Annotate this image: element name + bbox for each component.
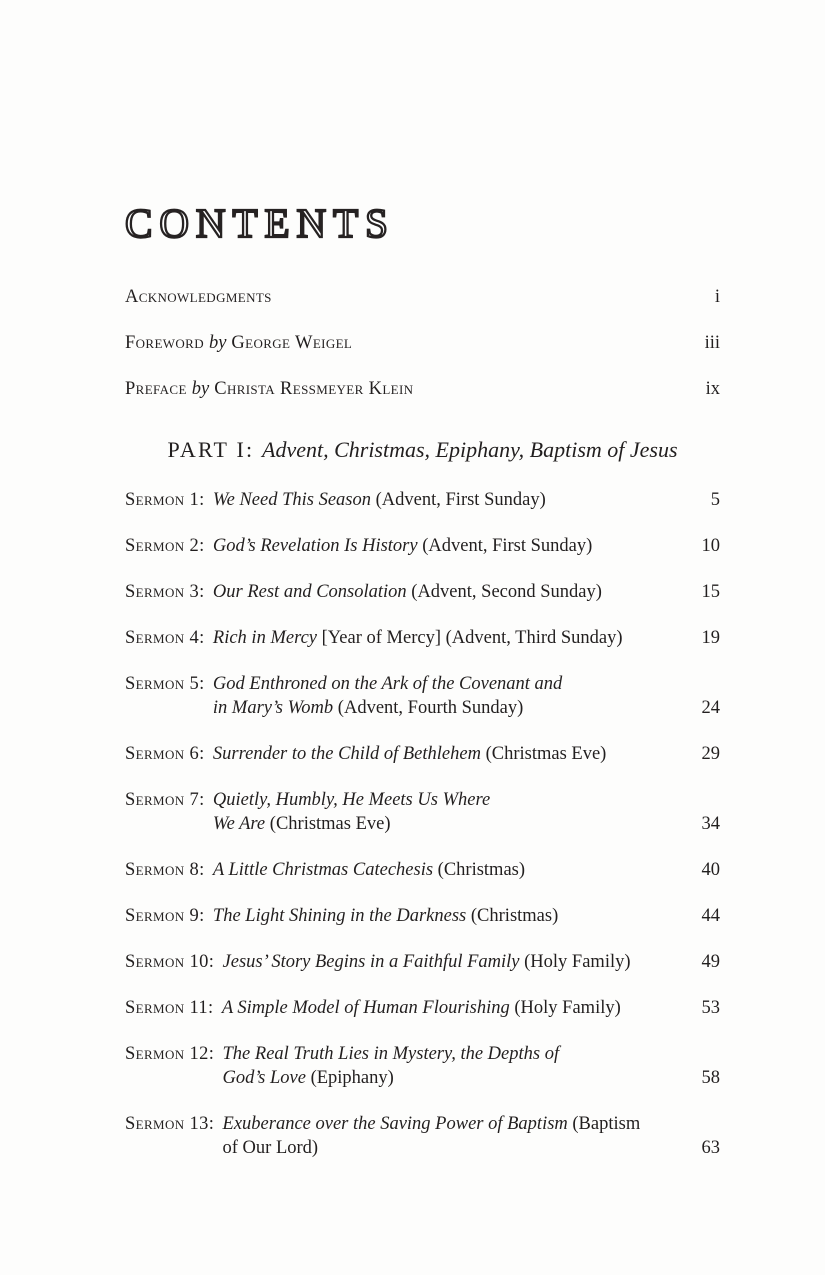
text-segment: (Advent, First Sunday) <box>422 536 593 556</box>
toc-entry-text <box>213 534 684 558</box>
text-segment: (Advent, Second Sunday) <box>411 582 602 602</box>
text-segment: George Weigel <box>226 333 353 353</box>
toc-entry <box>125 580 720 604</box>
text-segment: Preface <box>125 379 192 399</box>
toc-entry-line <box>223 1042 684 1066</box>
toc-entry <box>125 488 720 512</box>
toc-entry <box>125 996 720 1020</box>
text-segment: We Need This Season <box>212 490 376 510</box>
toc-entry-line <box>213 858 684 882</box>
toc-entry-text <box>223 1042 684 1090</box>
toc-entry-line <box>223 1066 684 1090</box>
toc-entry-line <box>125 436 720 464</box>
toc-entry-label: Sermon 11: <box>125 998 214 1018</box>
toc-entry <box>125 950 720 974</box>
toc-entry-page: 10 <box>701 536 720 556</box>
text-segment: Our Rest and Consolation <box>212 582 412 602</box>
toc-entry-page: 29 <box>701 744 720 764</box>
toc-entry <box>125 1112 720 1160</box>
toc-entry-text <box>222 996 684 1020</box>
text-segment: (Christmas) <box>470 906 559 926</box>
text-segment: (Baptism <box>572 1114 641 1134</box>
text-segment: (Christmas Eve) <box>269 814 391 834</box>
toc-entry <box>125 534 720 558</box>
text-segment: PART I: <box>167 437 262 462</box>
text-segment: A Little Christmas Catechesis <box>212 860 438 880</box>
toc-entry-text <box>125 331 684 355</box>
text-segment: (Epiphany) <box>310 1068 394 1088</box>
toc-entry-label: Sermon 7: <box>125 790 205 810</box>
toc-entry <box>125 285 720 309</box>
toc-entry-line <box>213 742 684 766</box>
toc-entry-page: 5 <box>710 490 720 510</box>
toc-entry-line <box>213 696 684 720</box>
text-segment: [Year of Mercy] (Advent, Third Sunday) <box>321 628 623 648</box>
toc-entry <box>125 742 720 766</box>
toc-entry-text <box>125 377 684 401</box>
toc-entry-label: Sermon 12: <box>125 1044 215 1064</box>
toc-entry-text <box>213 580 684 604</box>
text-segment: Acknowledgments <box>125 287 272 307</box>
text-segment: (Holy Family) <box>514 998 621 1018</box>
toc-entry-line <box>223 1112 684 1136</box>
toc-entry-page: 49 <box>701 952 720 972</box>
toc-entry-text <box>213 626 684 650</box>
toc-entry-line <box>125 285 684 309</box>
text-segment: God’s Revelation Is History <box>212 536 423 556</box>
toc-entry-text <box>213 672 684 720</box>
text-segment: We Are <box>212 814 270 834</box>
text-segment: Advent, Christmas, Epiphany, Baptism of Jesus <box>262 437 678 462</box>
toc-entry-text <box>213 788 684 836</box>
text-segment: A Simple Model of Human Flourishing <box>221 998 515 1018</box>
toc-entry <box>125 1042 720 1090</box>
toc-entry-label: Sermon 5: <box>125 674 205 694</box>
toc-entry-label: Sermon 3: <box>125 582 205 602</box>
toc-entry <box>125 904 720 928</box>
text-segment: God Enthroned on the Ark of the Covenant and <box>212 674 563 694</box>
toc-entry-page: iii <box>704 333 720 353</box>
toc-entry-page: 24 <box>701 698 720 718</box>
toc-entry-label: Sermon 13: <box>125 1114 215 1134</box>
text-segment: Jesus’ Story Begins in a Faithful Family <box>222 952 525 972</box>
toc-entry-line <box>213 672 684 696</box>
text-segment: by <box>208 333 227 353</box>
toc-entry-line <box>223 1136 684 1160</box>
text-segment: (Christmas) <box>437 860 526 880</box>
text-segment: of Our Lord) <box>222 1138 319 1158</box>
toc-entry-page: 34 <box>701 814 720 834</box>
text-segment: Rich in Mercy <box>212 628 322 648</box>
toc-entry-page: i <box>714 287 720 307</box>
text-segment: Quietly, Humbly, He Meets Us Where <box>212 790 491 810</box>
toc-entry-line <box>213 788 684 812</box>
toc-entry-text <box>213 488 684 512</box>
text-segment: The Real Truth Lies in Mystery, the Depths of <box>222 1044 560 1064</box>
toc-entry-page: 40 <box>701 860 720 880</box>
toc-entry-label: Sermon 9: <box>125 906 205 926</box>
part-heading-text <box>125 436 720 464</box>
toc-entry-line <box>223 950 684 974</box>
toc-entry-text <box>213 858 684 882</box>
toc-entry-label: Sermon 8: <box>125 860 205 880</box>
toc-entry-text <box>125 285 684 309</box>
toc-entry-text <box>213 742 684 766</box>
text-segment: (Advent, First Sunday) <box>375 490 546 510</box>
toc-entry <box>125 858 720 882</box>
toc-entry-line <box>213 904 684 928</box>
toc-entry-line <box>213 812 684 836</box>
toc-list <box>125 285 720 1160</box>
text-segment: (Holy Family) <box>524 952 631 972</box>
toc-entry <box>125 331 720 355</box>
text-segment: (Christmas Eve) <box>485 744 607 764</box>
toc-entry <box>125 377 720 401</box>
toc-entry-text <box>223 950 684 974</box>
toc-entry-label: Sermon 4: <box>125 628 205 648</box>
toc-entry-text <box>213 904 684 928</box>
toc-entry-line <box>125 377 684 401</box>
toc-entry-line <box>213 534 684 558</box>
toc-entry-page: 63 <box>701 1138 720 1158</box>
toc-entry-page: 19 <box>701 628 720 648</box>
toc-entry-label: Sermon 10: <box>125 952 215 972</box>
toc-entry-line <box>213 626 684 650</box>
text-segment: Foreword <box>125 333 209 353</box>
toc-entry-label: Sermon 6: <box>125 744 205 764</box>
toc-entry-page: 15 <box>701 582 720 602</box>
text-segment: Christa Ressmeyer Klein <box>209 379 414 399</box>
toc-entry-label: Sermon 1: <box>125 490 205 510</box>
toc-entry <box>125 788 720 836</box>
toc-entry-text <box>223 1112 684 1160</box>
text-segment: by <box>191 379 210 399</box>
text-segment: The Light Shining in the Darkness <box>212 906 471 926</box>
toc-entry <box>125 672 720 720</box>
part-heading <box>125 423 720 464</box>
page-title: CONTENTS <box>125 200 395 246</box>
text-segment: God’s Love <box>222 1068 311 1088</box>
text-segment: in Mary’s Womb <box>212 698 338 718</box>
toc-entry-label: Sermon 2: <box>125 536 205 556</box>
text-segment: (Advent, Fourth Sunday) <box>337 698 524 718</box>
toc-entry-line <box>213 488 684 512</box>
toc-entry-page: 44 <box>701 906 720 926</box>
toc-entry-line <box>125 331 684 355</box>
toc-entry-page: 53 <box>701 998 720 1018</box>
toc-entry-page: 58 <box>701 1068 720 1088</box>
text-segment: Exuberance over the Saving Power of Baptism <box>222 1114 573 1134</box>
toc-entry-line <box>222 996 684 1020</box>
toc-entry-page: ix <box>705 379 720 399</box>
toc-entry <box>125 626 720 650</box>
toc-entry-line <box>213 580 684 604</box>
text-segment: Surrender to the Child of Bethlehem <box>212 744 486 764</box>
